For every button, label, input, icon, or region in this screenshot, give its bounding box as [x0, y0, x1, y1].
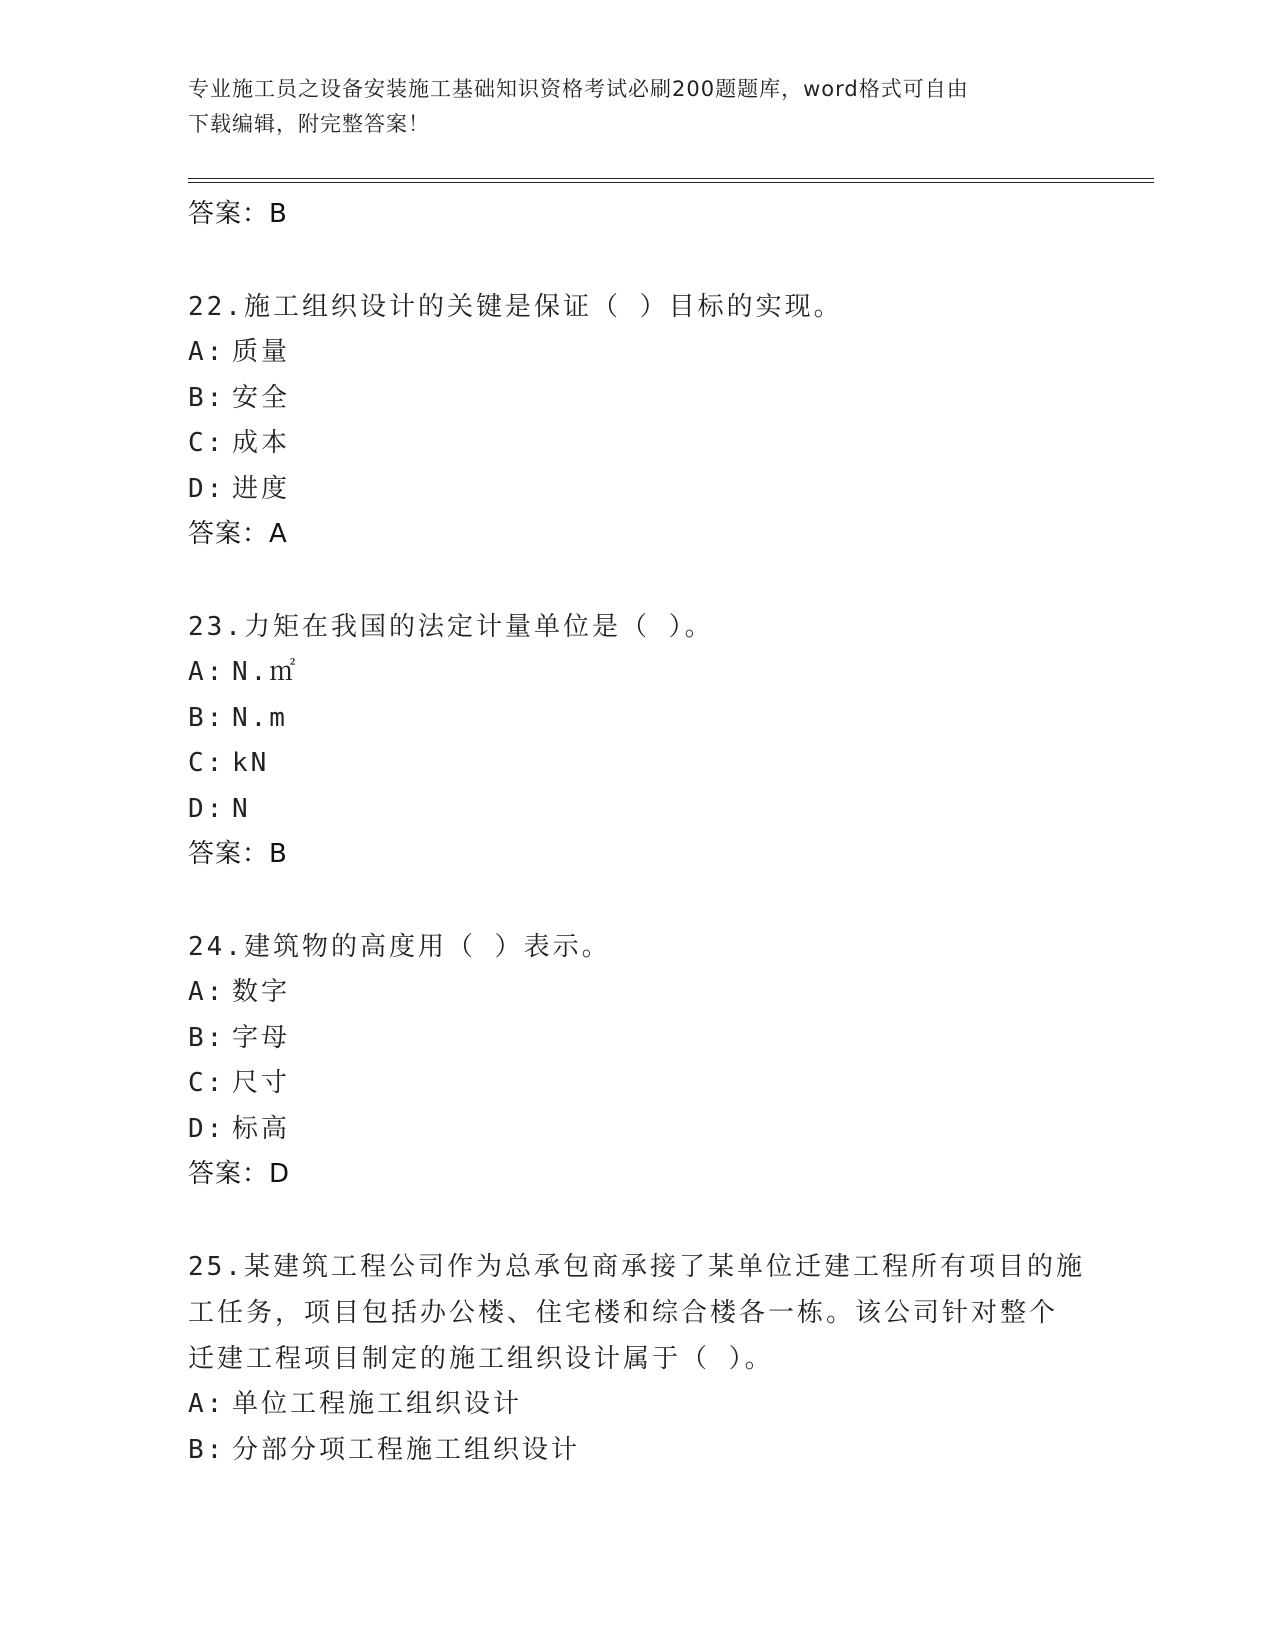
- header-divider-top: [188, 178, 1154, 179]
- header-line-2: 下载编辑，附完整答案！: [188, 112, 430, 136]
- question-25-text-line-2: 工任务，项目包括办公楼、住宅楼和综合楼各一栋。该公司针对整个: [188, 1298, 1059, 1328]
- question-23-option-a: A: N.㎡: [188, 657, 299, 687]
- question-24-option-a: A: 数字: [188, 977, 291, 1007]
- question-list: [188, 192, 1088, 1473]
- question-22-option-b: B: 安全: [188, 382, 291, 413]
- question-25-option-a: A: 单位工程施工组织设计: [188, 1389, 523, 1419]
- question-23-option-b: B: N.m: [188, 702, 288, 733]
- question-23-option-c: C: kN: [188, 748, 270, 778]
- answer-q24: 答案：D: [188, 1159, 291, 1189]
- question-22-text: 22.施工组织设计的关键是保证（ ）目标的实现。: [188, 292, 843, 322]
- document-header: [188, 72, 1088, 142]
- question-25-text-line-3: 迁建工程项目制定的施工组织设计属于（ ）。: [188, 1344, 774, 1374]
- question-23: [188, 604, 1088, 876]
- question-23-text: 23.力矩在我国的法定计量单位是（ ）。: [188, 612, 714, 642]
- question-25-text-line-1: 25.某建筑工程公司作为总承包商承接了某单位迁建工程所有项目的施: [188, 1252, 1085, 1282]
- header-divider-bottom: [188, 182, 1154, 183]
- question-24-option-c: C: 尺寸: [188, 1068, 291, 1098]
- question-25: [188, 1244, 1088, 1473]
- question-25-option-b: B: 分部分项工程施工组织设计: [188, 1434, 581, 1465]
- answer-q21: 答案：B: [188, 199, 288, 229]
- question-23-option-d: D: N: [188, 793, 251, 824]
- question-24: [188, 924, 1088, 1196]
- question-22-option-c: C: 成本: [188, 428, 291, 458]
- answer-q23: 答案：B: [188, 839, 288, 869]
- question-22-option-d: D: 进度: [188, 473, 291, 504]
- header-line-1: 专业施工员之设备安装施工基础知识资格考试必刷200题题库，word格式可自由: [188, 77, 969, 101]
- question-24-option-b: B: 字母: [188, 1022, 291, 1053]
- answer-q22: 答案：A: [188, 519, 288, 549]
- question-22-option-a: A: 质量: [188, 337, 291, 367]
- question-22: [188, 284, 1088, 556]
- question-24-text: 24.建筑物的高度用（ ）表示。: [188, 932, 611, 962]
- question-24-option-d: D: 标高: [188, 1113, 291, 1144]
